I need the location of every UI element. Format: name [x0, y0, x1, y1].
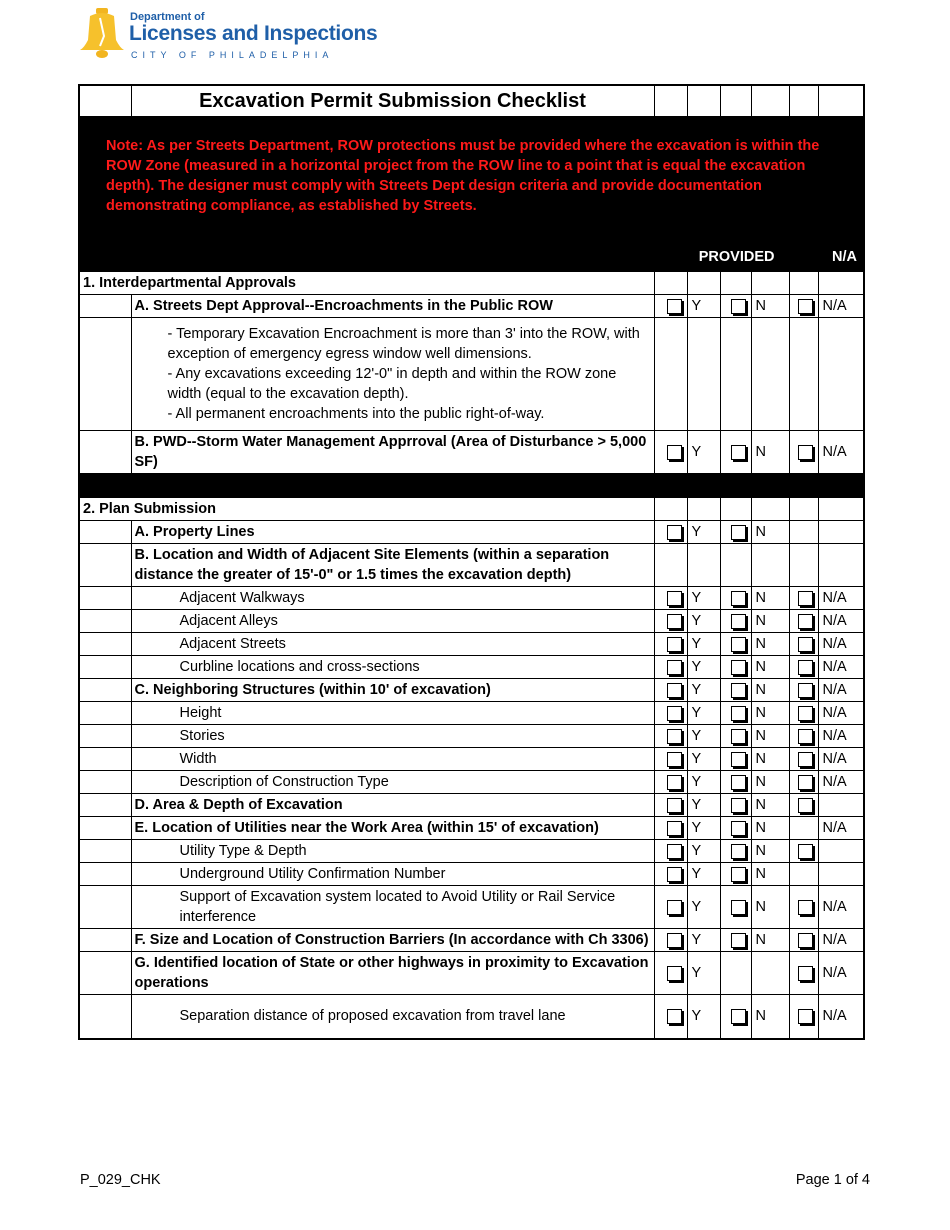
checkbox-na[interactable]: [798, 1009, 813, 1024]
checkbox-n[interactable]: [731, 844, 746, 859]
y-label: Y: [687, 951, 720, 994]
provided-header: PROVIDED: [654, 244, 789, 271]
n-label: N: [751, 609, 789, 632]
y-label: Y: [687, 816, 720, 839]
y-label: Y: [687, 747, 720, 770]
section-title: 1. Interdepartmental Approvals: [79, 271, 654, 294]
page-title: Excavation Permit Submission Checklist: [131, 85, 654, 116]
form-code: P_029_CHK: [80, 1172, 161, 1188]
checkbox-y[interactable]: [667, 798, 682, 813]
checkbox-na[interactable]: [798, 614, 813, 629]
section-title: 2. Plan Submission: [79, 497, 654, 520]
bullet-row: [79, 317, 864, 430]
na-label: N/A: [818, 724, 864, 747]
checkbox-n[interactable]: [731, 798, 746, 813]
checkbox-na[interactable]: [798, 683, 813, 698]
section-row: [79, 497, 864, 520]
na-label: N/A: [818, 928, 864, 951]
na-label: N/A: [818, 816, 864, 839]
y-label: Y: [687, 839, 720, 862]
item-label: B. Location and Width of Adjacent Site Elements (within a separation distance the greater of 15'-0" or 1.5 times the excavation depth): [131, 543, 654, 586]
na-label: N/A: [818, 586, 864, 609]
n-label: N: [751, 294, 789, 317]
note-row: [79, 116, 864, 244]
y-label: Y: [687, 294, 720, 317]
checklist-row: [79, 885, 864, 928]
checkbox-n[interactable]: [731, 525, 746, 540]
page-number: Page 1 of 4: [795, 1172, 870, 1188]
y-label: Y: [687, 928, 720, 951]
checkbox-y[interactable]: [667, 445, 682, 460]
y-label: Y: [687, 430, 720, 473]
n-label: N: [751, 816, 789, 839]
section-row: [79, 271, 864, 294]
item-label: C. Neighboring Structures (within 10' of excavation): [131, 678, 654, 701]
checklist-row: [79, 678, 864, 701]
y-label: Y: [687, 609, 720, 632]
y-label: Y: [687, 586, 720, 609]
n-label: N: [751, 885, 789, 928]
n-label: N: [751, 586, 789, 609]
checklist-row: [79, 586, 864, 609]
checklist-row: [79, 294, 864, 317]
item-label: A. Streets Dept Approval--Encroachments in the Public ROW: [131, 294, 654, 317]
bullet-item: - Any excavations exceeding 12'-0" in depth and within the ROW zone width (equal to the excavation depth).: [167, 365, 617, 402]
y-label: Y: [687, 520, 720, 543]
checkbox-na[interactable]: [798, 844, 813, 859]
checkbox-n[interactable]: [731, 867, 746, 882]
item-label: Separation distance of proposed excavation from travel lane: [131, 994, 654, 1039]
n-label: N: [751, 701, 789, 724]
checkbox-y[interactable]: [667, 637, 682, 652]
checklist-row: [79, 951, 864, 994]
y-label: Y: [687, 793, 720, 816]
checkbox-n[interactable]: [731, 706, 746, 721]
checkbox-y[interactable]: [667, 591, 682, 606]
checkbox-y[interactable]: [667, 660, 682, 675]
n-label: N: [751, 655, 789, 678]
n-label: N: [751, 928, 789, 951]
checkbox-y[interactable]: [667, 706, 682, 721]
checkbox-na[interactable]: [798, 900, 813, 915]
na-label: N/A: [818, 430, 864, 473]
liberty-bell-icon: [78, 6, 126, 62]
n-label: N: [751, 724, 789, 747]
n-label: N: [751, 862, 789, 885]
checklist-row: [79, 609, 864, 632]
checkbox-y[interactable]: [667, 775, 682, 790]
subheading-row: [79, 543, 864, 586]
checkbox-na[interactable]: [798, 660, 813, 675]
checkbox-y[interactable]: [667, 900, 682, 915]
checklist-row: [79, 793, 864, 816]
dept-logo: [78, 6, 378, 62]
checklist-row: [79, 862, 864, 885]
item-label: Adjacent Alleys: [131, 609, 654, 632]
na-label: N/A: [818, 678, 864, 701]
n-label: N: [751, 839, 789, 862]
item-label: Utility Type & Depth: [131, 839, 654, 862]
checklist-row: [79, 701, 864, 724]
na-label: N/A: [818, 632, 864, 655]
na-header: N/A: [789, 244, 864, 271]
na-label: N/A: [818, 655, 864, 678]
separator-row: [79, 473, 864, 497]
item-label: D. Area & Depth of Excavation: [131, 793, 654, 816]
checklist-row: [79, 816, 864, 839]
na-label: N/A: [818, 294, 864, 317]
checkbox-na[interactable]: [798, 299, 813, 314]
checkbox-na[interactable]: [798, 445, 813, 460]
checkbox-y[interactable]: [667, 729, 682, 744]
checkbox-n[interactable]: [731, 660, 746, 675]
na-label: N/A: [818, 994, 864, 1039]
checkbox-n[interactable]: [731, 637, 746, 652]
checkbox-n[interactable]: [731, 821, 746, 836]
column-header-row: [79, 244, 864, 271]
streets-note: Note: As per Streets Department, ROW protections must be provided where the excavation is within the ROW Zone (measured in a horizontal project from the ROW line to a point that is equal the excavation depth). The designer must comply with Streets Dept design criteria and provide documentation demonstrating compliance, as established by Streets.: [79, 116, 864, 244]
na-label: N/A: [818, 951, 864, 994]
na-label: N/A: [818, 609, 864, 632]
checkbox-na[interactable]: [798, 729, 813, 744]
na-label: N/A: [818, 701, 864, 724]
item-label: G. Identified location of State or other highways in proximity to Excavation operations: [131, 951, 654, 994]
checkbox-na[interactable]: [798, 637, 813, 652]
checkbox-n[interactable]: [731, 900, 746, 915]
na-label: N/A: [818, 747, 864, 770]
y-label: Y: [687, 885, 720, 928]
checkbox-n[interactable]: [731, 614, 746, 629]
checkbox-na[interactable]: [798, 591, 813, 606]
item-label: Curbline locations and cross-sections: [131, 655, 654, 678]
item-label: F. Size and Location of Construction Barriers (In accordance with Ch 3306): [131, 928, 654, 951]
item-label: Adjacent Walkways: [131, 586, 654, 609]
n-label: N: [751, 520, 789, 543]
item-label: Adjacent Streets: [131, 632, 654, 655]
na-label: N/A: [818, 770, 864, 793]
checkbox-y[interactable]: [667, 821, 682, 836]
y-label: Y: [687, 678, 720, 701]
item-label: Stories: [131, 724, 654, 747]
checkbox-na[interactable]: [798, 933, 813, 948]
n-label: N: [751, 632, 789, 655]
checkbox-n[interactable]: [731, 591, 746, 606]
dept-line3: CITY OF PHILADELPHIA: [131, 50, 334, 60]
item-label: Description of Construction Type: [131, 770, 654, 793]
y-label: Y: [687, 770, 720, 793]
checkbox-n[interactable]: [731, 775, 746, 790]
n-label: N: [751, 770, 789, 793]
y-label: Y: [687, 862, 720, 885]
checkbox-y[interactable]: [667, 614, 682, 629]
checklist-row: [79, 430, 864, 473]
n-label: N: [751, 430, 789, 473]
y-label: Y: [687, 724, 720, 747]
checkbox-y[interactable]: [667, 683, 682, 698]
checkbox-y[interactable]: [667, 966, 682, 981]
item-label: Width: [131, 747, 654, 770]
checkbox-y[interactable]: [667, 844, 682, 859]
n-label: N: [751, 747, 789, 770]
checkbox-n[interactable]: [731, 729, 746, 744]
checkbox-n[interactable]: [731, 683, 746, 698]
checkbox-y[interactable]: [667, 525, 682, 540]
checkbox-n[interactable]: [731, 752, 746, 767]
checkbox-n[interactable]: [731, 933, 746, 948]
title-row: [79, 85, 864, 116]
y-label: Y: [687, 994, 720, 1039]
n-label: N: [751, 994, 789, 1039]
na-label: N/A: [818, 885, 864, 928]
checkbox-na[interactable]: [798, 752, 813, 767]
checkbox-n[interactable]: [731, 1009, 746, 1024]
checkbox-y[interactable]: [667, 299, 682, 314]
item-label: E. Location of Utilities near the Work Area (within 15' of excavation): [131, 816, 654, 839]
checkbox-y[interactable]: [667, 752, 682, 767]
checklist-row: [79, 747, 864, 770]
checklist-row: [79, 724, 864, 747]
bullet-item: - Temporary Excavation Encroachment is more than 3' into the ROW, with exception of emergency egress window well dimensions.: [167, 325, 640, 362]
checklist-row: [79, 770, 864, 793]
n-label: N: [751, 678, 789, 701]
checklist-row: [79, 520, 864, 543]
checklist-row: [79, 994, 864, 1039]
item-label: Height: [131, 701, 654, 724]
checkbox-y[interactable]: [667, 933, 682, 948]
checkbox-na[interactable]: [798, 775, 813, 790]
y-label: Y: [687, 655, 720, 678]
checkbox-na[interactable]: [798, 966, 813, 981]
y-label: Y: [687, 632, 720, 655]
checklist-row: [79, 632, 864, 655]
encroachment-bullets: [131, 317, 654, 430]
item-label: A. Property Lines: [131, 520, 654, 543]
checkbox-na[interactable]: [798, 798, 813, 813]
n-label: N: [751, 793, 789, 816]
checklist-row: [79, 928, 864, 951]
item-label: Underground Utility Confirmation Number: [131, 862, 654, 885]
checkbox-n[interactable]: [731, 299, 746, 314]
item-label: Support of Excavation system located to Avoid Utility or Rail Service interference: [131, 885, 654, 928]
checklist-row: [79, 839, 864, 862]
checklist-row: [79, 655, 864, 678]
checkbox-y[interactable]: [667, 1009, 682, 1024]
bullet-item: - All permanent encroachments into the public right-of-way.: [167, 405, 545, 422]
dept-line2: Licenses and Inspections: [129, 22, 378, 45]
checklist-table: [78, 84, 865, 1040]
item-label: B. PWD--Storm Water Management Apprroval (Area of Disturbance > 5,000 SF): [131, 430, 654, 473]
checkbox-n[interactable]: [731, 445, 746, 460]
checkbox-na[interactable]: [798, 706, 813, 721]
dept-line1: Department of: [130, 11, 205, 23]
y-label: Y: [687, 701, 720, 724]
checkbox-y[interactable]: [667, 867, 682, 882]
